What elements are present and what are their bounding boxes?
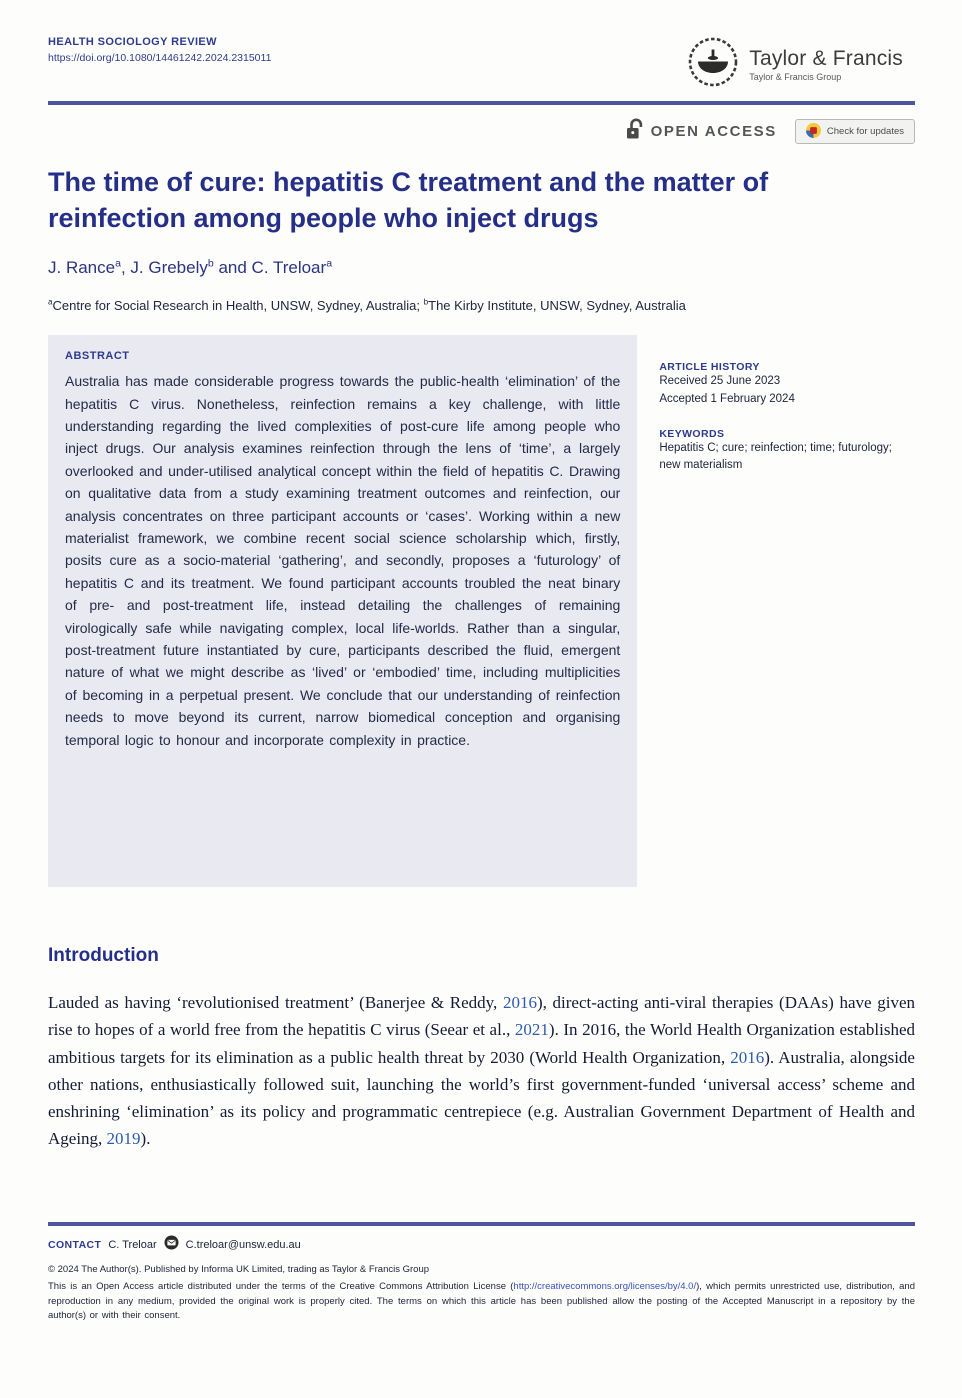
affiliation: The Kirby Institute, UNSW, Sydney, Australia <box>428 298 686 314</box>
superscript: b <box>423 297 429 307</box>
journal-block <box>48 36 271 64</box>
article-history-heading: ARTICLE HISTORY <box>659 361 760 374</box>
text-segment: This is an Open Access article distributed under the terms of the Creative Commons Attribution License ( <box>48 1281 514 1292</box>
text-segment: ). <box>140 1129 151 1149</box>
authors-line <box>48 258 915 278</box>
text-segment: Lauded as having ‘revolutionised treatment’ (Banerjee & Reddy, <box>48 993 503 1013</box>
superscript: a <box>115 257 121 270</box>
email-icon <box>164 1235 179 1255</box>
affiliation: Centre for Social Research in Health, UNSW, Sydney, Australia; <box>52 298 424 314</box>
superscript: b <box>207 257 214 270</box>
accepted-date: Accepted 1 February 2024 <box>659 392 795 405</box>
page-footer <box>48 1222 915 1324</box>
publisher-wordmark <box>749 47 903 82</box>
contact-email-link[interactable]: C.treloar@unsw.edu.au <box>185 1239 301 1251</box>
open-access-label: OPEN ACCESS <box>650 123 777 140</box>
contact-label: CONTACT <box>48 1239 102 1251</box>
article-title: The time of cure: hepatitis C treatment and the matter of reinfection among people who inject drugs <box>48 167 769 233</box>
abstract-box <box>48 335 637 887</box>
contact-name: C. Treloar <box>108 1239 157 1251</box>
keywords-text: Hepatitis C; cure; reinfection; time; futurology; new materialism <box>659 441 892 471</box>
license-url-link[interactable]: http://creativecommons.org/licenses/by/4.0/ <box>513 1281 697 1292</box>
received-date: Received 25 June 2023 <box>659 375 781 388</box>
contact-line <box>48 1235 915 1255</box>
author-name: , J. Grebely <box>120 258 208 278</box>
citation-link[interactable]: 2019 <box>106 1129 141 1149</box>
abstract-section <box>48 335 915 887</box>
citation-link[interactable]: 2021 <box>514 1020 549 1040</box>
introduction-heading: Introduction <box>48 945 159 967</box>
citation-link[interactable]: 2016 <box>502 993 537 1013</box>
badge-row <box>48 118 915 145</box>
introduction-paragraph <box>48 989 915 1152</box>
copyright-line: © 2024 The Author(s). Published by Informa UK Limited, trading as Taylor & Francis Group <box>48 1264 430 1275</box>
text-segment: ), direct-acting anti-viral therapies (DAAs) have given rise to hopes of a world free from the hepatitis C virus (Seear et al., <box>48 993 915 1040</box>
article-meta-column <box>659 335 915 887</box>
text-segment: ). Australia, alongside other nations, enthusiastically followed suit, launching the world’s first government-funded ‘universal access’ scheme and enshrining ‘elimination’ as its policy and programmatic centrepiece (e.g. Australian Government Department of Health and Ageing, <box>48 1047 915 1149</box>
open-access-lock-icon <box>626 118 643 146</box>
author-name: J. Rance <box>48 258 116 278</box>
publisher-logo <box>687 36 903 93</box>
check-for-updates-button[interactable] <box>795 119 915 144</box>
header-divider <box>48 101 915 105</box>
page-header <box>48 36 915 93</box>
doi-link[interactable]: https://doi.org/10.1080/14461242.2024.2315011 <box>48 52 272 64</box>
affiliations-line <box>48 298 915 313</box>
check-for-updates-label: Check for updates <box>826 126 904 137</box>
open-access-badge <box>626 118 777 146</box>
text-segment: ), which permits unrestricted use, distribution, and reproduction in any medium, provided the original work is properly cited. The terms on which this article has been published allow the posting of the Accepted Manuscript in a repository by the author(s) or with their consent. <box>48 1281 915 1322</box>
keywords-heading: KEYWORDS <box>659 427 725 440</box>
abstract-heading: ABSTRACT <box>65 350 130 363</box>
citation-link[interactable]: 2016 <box>730 1047 765 1067</box>
author-name: and C. Treloar <box>213 258 327 278</box>
footer-divider <box>48 1222 915 1226</box>
publisher-group: Taylor & Francis Group <box>749 72 842 82</box>
journal-name: HEALTH SOCIOLOGY REVIEW <box>48 36 217 48</box>
superscript: a <box>326 257 333 270</box>
taylor-francis-logo-icon <box>687 36 739 93</box>
crossmark-icon <box>806 123 821 141</box>
license-text <box>48 1280 915 1324</box>
text-segment: ). In 2016, the World Health Organization established ambitious targets for its elimination as a public health threat by 2030 (World Health Organization, <box>48 1020 916 1067</box>
abstract-text: Australia has made considerable progress towards the public-health ‘elimination’ of the hepatitis C virus. Nonetheless, reinfection remains a key challenge, with little understanding regarding the lived complexities of post-cure life among people who inject drugs. Our analysis examines reinfection through the lens of ‘time’, a largely overlooked and under-utilised analytical concept within the field of hepatitis C. Drawing on qualitative data from a study examining treatment outcomes and reinfection, our analysis concentrates on three participant accounts or ‘cases’. Working within a new materialist framework, we combine recent social science scholarship which, firstly, posits cure as a socio-material ‘gathering’, and secondly, proposes a ‘futurology’ of hepatitis C and its treatment. We found participant accounts troubled the neat binary of pre- and post-treatment life, instead detailing the challenges of remaining virologically safe while navigating complex, local life-worlds. Rather than a singular, post-treatment future instantiated by cure, participants described the fluid, emergent nature of what we might describe as ‘lived’ or ‘embodied’ time, including multiplicities of becoming in a perpetual present. We conclude that our understanding of reinfection needs to move beyond its current, narrow biomedical conception and organising temporal logic to honour and incorporate complexity in practice. <box>65 373 621 748</box>
publisher-name: Taylor & Francis <box>749 47 903 70</box>
superscript: a <box>48 297 53 307</box>
